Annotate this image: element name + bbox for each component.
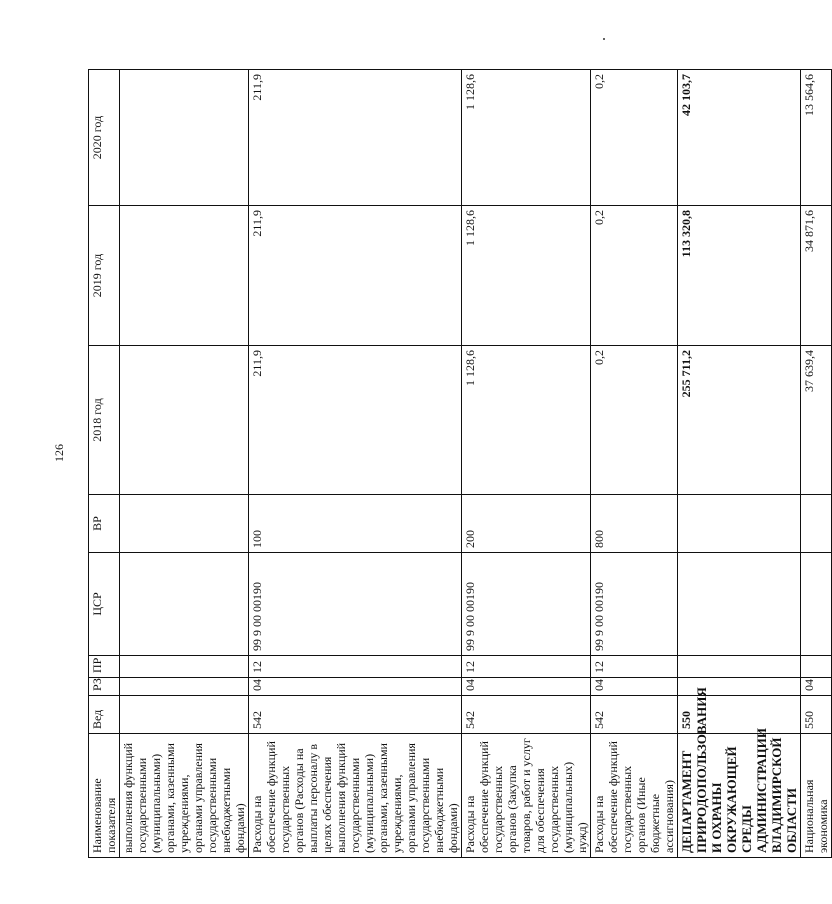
col-header-ved: Вед xyxy=(89,696,120,734)
cell-ved: 550 xyxy=(801,696,832,734)
cell-rz: 04 xyxy=(591,678,678,696)
col-header-csr: ЦСР xyxy=(89,553,120,656)
cell-vr xyxy=(801,495,832,553)
cell-vr xyxy=(678,495,801,553)
cell-2019 xyxy=(120,206,249,346)
cell-name: Расходы на обеспечение функций государственных органов (Иные бюджетные ассигнования) xyxy=(591,734,678,858)
cell-pr: 12 xyxy=(591,656,678,678)
col-header-2020: 2020 год xyxy=(89,70,120,206)
cell-rz xyxy=(120,678,249,696)
cell-csr: 99 9 00 00190 xyxy=(462,553,591,656)
cell-ved: 542 xyxy=(462,696,591,734)
cell-ved: 550 xyxy=(678,696,801,734)
cell-2018: 0,2 xyxy=(591,346,678,495)
cell-2020 xyxy=(120,70,249,206)
cell-pr: 12 xyxy=(462,656,591,678)
cell-2018: 37 639,4 xyxy=(801,346,832,495)
cell-vr: 100 xyxy=(249,495,462,553)
table-row xyxy=(591,70,678,858)
col-header-2018: 2018 год xyxy=(89,346,120,495)
cell-csr: 99 9 00 00190 xyxy=(249,553,462,656)
cell-2020: 0,2 xyxy=(591,70,678,206)
cell-ved: 542 xyxy=(591,696,678,734)
cell-2020: 211,9 xyxy=(249,70,462,206)
cell-2020: 1 128,6 xyxy=(462,70,591,206)
table-row xyxy=(120,70,249,858)
cell-csr xyxy=(678,553,801,656)
cell-2018: 1 128,6 xyxy=(462,346,591,495)
table-row xyxy=(462,70,591,858)
col-header-2019: 2019 год xyxy=(89,206,120,346)
table-row xyxy=(678,70,801,858)
cell-2019: 0,2 xyxy=(591,206,678,346)
cell-csr xyxy=(120,553,249,656)
cell-2018: 255 711,2 xyxy=(678,346,801,495)
cell-name: Национальная экономика xyxy=(801,734,832,858)
cell-2018: 211,9 xyxy=(249,346,462,495)
col-header-rz: РЗ xyxy=(89,678,120,696)
cell-rz: 04 xyxy=(801,678,832,696)
budget-table-rotated xyxy=(88,70,830,858)
cell-vr: 800 xyxy=(591,495,678,553)
table-header-row xyxy=(89,70,120,858)
cell-pr xyxy=(678,656,801,678)
scan-speck xyxy=(603,38,605,40)
cell-2019: 113 320,8 xyxy=(678,206,801,346)
page-number: 126 xyxy=(52,444,66,462)
cell-2020: 42 103,7 xyxy=(678,70,801,206)
cell-name: Расходы на обеспечение функций государственных органов (Закупка товаров, работ и услуг для обеспечения государственных (муниципальных) нужд) xyxy=(462,734,591,858)
cell-csr: 99 9 00 00190 xyxy=(591,553,678,656)
table-row xyxy=(249,70,462,858)
cell-2019: 34 871,6 xyxy=(801,206,832,346)
cell-2018 xyxy=(120,346,249,495)
cell-2020: 13 564,6 xyxy=(801,70,832,206)
cell-name: Расходы на обеспечение функций государственных органов (Расходы на выплаты персоналу в целях обеспечения выполнения функций государственными (муниципальными) органами, казенными учреждениями, органами управления государственными внебюджетными фондами) xyxy=(249,734,462,858)
cell-2019: 211,9 xyxy=(249,206,462,346)
cell-rz: 04 xyxy=(249,678,462,696)
cell-2019: 1 128,6 xyxy=(462,206,591,346)
budget-table xyxy=(88,69,832,858)
cell-vr xyxy=(120,495,249,553)
cell-vr: 200 xyxy=(462,495,591,553)
cell-ved xyxy=(120,696,249,734)
cell-pr xyxy=(120,656,249,678)
col-header-vr: ВР xyxy=(89,495,120,553)
cell-pr xyxy=(801,656,832,678)
cell-csr xyxy=(801,553,832,656)
cell-name: выполнения функций государственными (муниципальными) органами, казенными учреждениями, органами управления государственными внебюджетными фондами) xyxy=(120,734,249,858)
cell-name: ДЕПАРТАМЕНТ ПРИРОДОПОЛЬЗОВАНИЯ И ОХРАНЫ ОКРУЖАЮЩЕЙ СРЕДЫ АДМИНИСТРАЦИИ ВЛАДИМИРСКОЙ ОБЛАСТИ xyxy=(678,734,801,858)
col-header-pr: ПР xyxy=(89,656,120,678)
col-header-name: Наименование показателя xyxy=(89,734,120,858)
cell-ved: 542 xyxy=(249,696,462,734)
table-row xyxy=(801,70,832,858)
cell-pr: 12 xyxy=(249,656,462,678)
cell-rz: 04 xyxy=(462,678,591,696)
